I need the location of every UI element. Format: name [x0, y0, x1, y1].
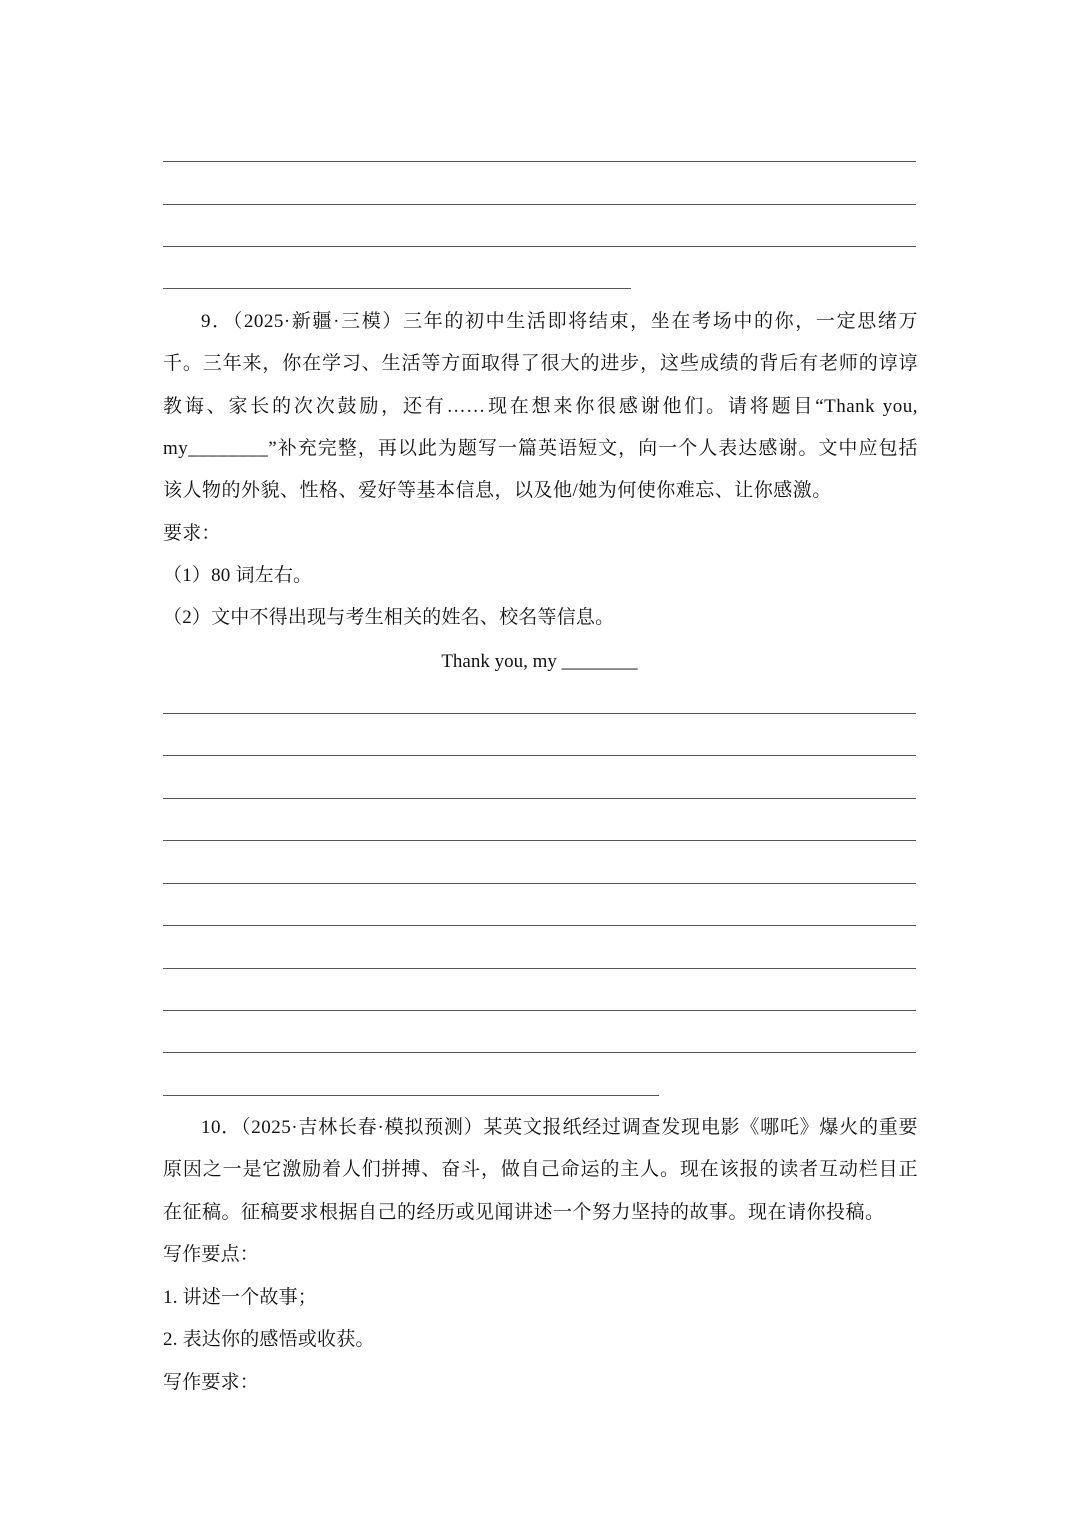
answer-line	[163, 1010, 916, 1011]
answer-line-short	[163, 1095, 659, 1096]
answer-line-short	[163, 288, 631, 289]
question-9-prompt: 9．（2025·新疆·三模）三年的初中生活即将结束，坐在考场中的你，一定思绪万千。三年来，你在学习、生活等方面取得了很大的进步，这些成绩的背后有老师的谆谆教诲、家长的次次鼓励，还有……现在想来你很感谢他们。请将题目“Thank you, my________”补充完整，再以此为题写一篇英语短文，向一个人表达感谢。文中应包括该人物的外貌、性格、爱好等基本信息，以及他/她为何使你难忘、让你感激。	[163, 311, 918, 502]
q10-requirements-label: 写作要求：	[163, 1372, 260, 1393]
answer-line	[163, 755, 916, 756]
question-10-prompt: 10．（2025·吉林长春·模拟预测）某英文报纸经过调查发现电影《哪吒》爆火的重要原因之一是它激励着人们拼搏、奋斗，做自己命运的主人。现在该报的读者互动栏目正在征稿。征稿要求根据自己的经历或见闻讲述一个努力坚持的故事。现在请你投稿。	[163, 1117, 918, 1223]
q9-essay-title: Thank you, my ________	[441, 651, 638, 672]
answer-line	[163, 798, 916, 799]
q10-points-label: 写作要点：	[163, 1244, 260, 1265]
answer-line	[163, 713, 916, 714]
answer-line	[163, 246, 916, 247]
q10-point-1: 1. 讲述一个故事；	[163, 1287, 318, 1308]
answer-line	[163, 840, 916, 841]
q9-requirements-label: 要求：	[163, 523, 221, 544]
q9-requirement-2: （2）文中不得出现与考生相关的姓名、校名等信息。	[163, 607, 615, 628]
answer-line	[163, 968, 916, 969]
q10-point-2: 2. 表达你的感悟或收获。	[163, 1329, 375, 1350]
answer-line	[163, 925, 916, 926]
answer-line	[163, 883, 916, 884]
answer-line	[163, 204, 916, 205]
q9-requirement-1: （1）80 词左右。	[163, 565, 313, 586]
answer-line	[163, 161, 916, 162]
answer-line	[163, 1052, 916, 1053]
